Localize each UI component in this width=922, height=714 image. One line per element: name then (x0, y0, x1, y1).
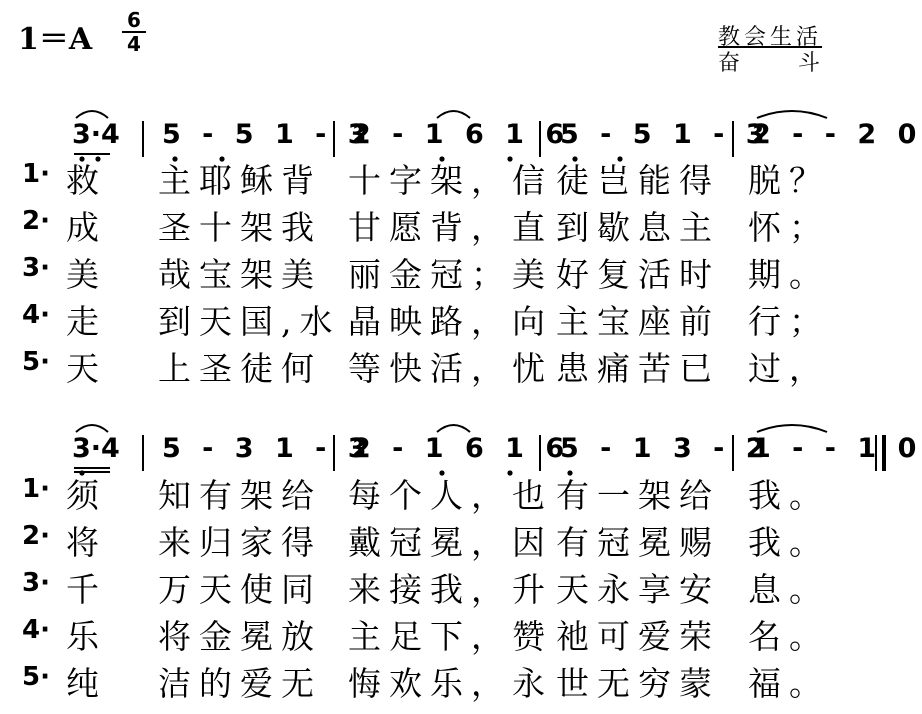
lyric-s1-v2-m1: 成 (66, 208, 99, 247)
lyric-s2-v5-m4: 世无穷蒙 (556, 664, 720, 703)
notes-system2-measure3: 2 - 1 6 1 6 (352, 433, 571, 464)
lyric-s2-v4-m5: 名。 (748, 617, 830, 656)
lyric-s2-v3-m5: 息。 (748, 570, 830, 609)
lyric-s1-v3-m3: 丽金冠；美 (348, 255, 553, 294)
notes-system2-measure5: 1 - - 1 0 (752, 433, 922, 464)
lyric-s2-v1-m3: 每个人，也 (348, 476, 553, 515)
lyric-s1-v5-m5: 过， (748, 349, 830, 388)
verse-number-s1-v2: 2· (22, 206, 50, 236)
lyric-s1-v3-m4: 好复活时 (556, 255, 720, 294)
lyric-s2-v1-m1: 须 (66, 476, 99, 515)
lyric-s2-v3-m3: 来接我，升 (348, 570, 553, 609)
subcategory-text: 奋斗 (718, 51, 879, 76)
lyric-s1-v1-m4: 徒岂能得 (556, 161, 720, 200)
lyric-s1-v4-m5: 行； (748, 302, 830, 341)
verse-number-s1-v1: 1· (22, 159, 50, 189)
lyric-s1-v4-m3: 晶映路，向 (348, 302, 553, 341)
verse-number-s1-v4: 4· (22, 300, 50, 330)
lyric-s1-v5-m2: 上圣徒何 (158, 349, 322, 388)
notes-system1-measure4: 5 - 5 1 - 3 (560, 119, 771, 150)
notes-system2-measure4: 5 - 1 3 - 2 (560, 433, 771, 464)
time-signature-bottom: 4 (127, 32, 141, 56)
lyric-s1-v5-m4: 患痛苦已 (556, 349, 720, 388)
lyric-s2-v4-m4: 祂可爱荣 (556, 617, 720, 656)
lyric-s2-v5-m5: 福。 (748, 664, 830, 703)
lyric-s2-v2-m4: 有冠冕赐 (556, 523, 720, 562)
verse-number-s1-v5: 5· (22, 347, 50, 377)
lyric-s1-v1-m5: 脱？ (748, 161, 830, 200)
verse-number-s2-v3: 3· (22, 568, 50, 598)
lyric-s1-v3-m5: 期。 (748, 255, 830, 294)
lyric-s1-v2-m4: 到歇息主 (556, 208, 720, 247)
lyric-s1-v4-m2: 到天国,水 (158, 302, 341, 341)
lyric-s1-v2-m2: 圣十架我 (158, 208, 322, 247)
key-signature: 1＝A (18, 22, 93, 57)
slur-measure3-system2 (437, 425, 470, 432)
hymn-category: 教会生活 (718, 25, 823, 50)
verse-number-s2-v1: 1· (22, 474, 50, 504)
lyric-s2-v1-m4: 有一架给 (556, 476, 720, 515)
lyric-s2-v2-m1: 将 (66, 523, 99, 562)
lyric-s2-v4-m3: 主足下，赞 (348, 617, 553, 656)
slur-pickup-system2 (76, 425, 108, 432)
verse-number-s2-v2: 2· (22, 521, 50, 551)
lyric-s2-v4-m2: 将金冕放 (158, 617, 322, 656)
notes-system2-measure1: 3·4 (72, 433, 120, 464)
lyric-s1-v5-m3: 等快活，忧 (348, 349, 553, 388)
lyric-s1-v3-m1: 美 (66, 255, 99, 294)
lyric-s2-v2-m3: 戴冠冕，因 (348, 523, 553, 562)
slur-pickup-system1 (76, 111, 108, 118)
lyric-s2-v1-m5: 我。 (748, 476, 830, 515)
lyric-s1-v5-m1: 天 (66, 349, 99, 388)
lyric-s2-v5-m3: 悔欢乐，永 (348, 664, 553, 703)
lyric-s1-v2-m5: 怀； (748, 208, 830, 247)
notes-system1-measure5: 2 - - 2 0 (752, 119, 922, 150)
tie-measure5-system2 (757, 425, 827, 432)
lyric-s1-v2-m3: 甘愿背，直 (348, 208, 553, 247)
slur-measure3-system1 (437, 111, 470, 118)
verse-number-s2-v5: 5· (22, 662, 50, 692)
lyric-s2-v1-m2: 知有架给 (158, 476, 322, 515)
lyric-s2-v3-m2: 万天使同 (158, 570, 322, 609)
lyric-s2-v3-m4: 天永享安 (556, 570, 720, 609)
tie-measure5-system1 (757, 111, 827, 118)
lyric-s1-v4-m1: 走 (66, 302, 99, 341)
time-signature-top: 6 (127, 8, 141, 32)
lyric-s2-v5-m1: 纯 (66, 664, 99, 703)
lyric-s1-v1-m3: 十字架，信 (348, 161, 553, 200)
verse-number-s1-v3: 3· (22, 253, 50, 283)
lyric-s2-v4-m1: 乐 (66, 617, 99, 656)
lyric-s1-v1-m1: 救 (66, 161, 99, 200)
lyric-s1-v3-m2: 哉宝架美 (158, 255, 322, 294)
lyric-s2-v3-m1: 千 (66, 570, 99, 609)
notes-system2-measure2: 5 - 3 1 - 3 (162, 433, 373, 464)
notes-system1-measure1: 3·4 (72, 119, 120, 150)
lyric-s1-v4-m4: 主宝座前 (556, 302, 720, 341)
verse-number-s2-v4: 4· (22, 615, 50, 645)
lyric-s1-v1-m2: 主耶稣背 (158, 161, 322, 200)
lyric-s2-v2-m5: 我。 (748, 523, 830, 562)
lyric-s2-v5-m2: 洁的爱无 (158, 664, 322, 703)
lyric-s2-v2-m2: 来归家得 (158, 523, 322, 562)
notes-system1-measure3: 2 - 1 6 1 6 (352, 119, 571, 150)
notes-system1-measure2: 5 - 5 1 - 3 (162, 119, 373, 150)
